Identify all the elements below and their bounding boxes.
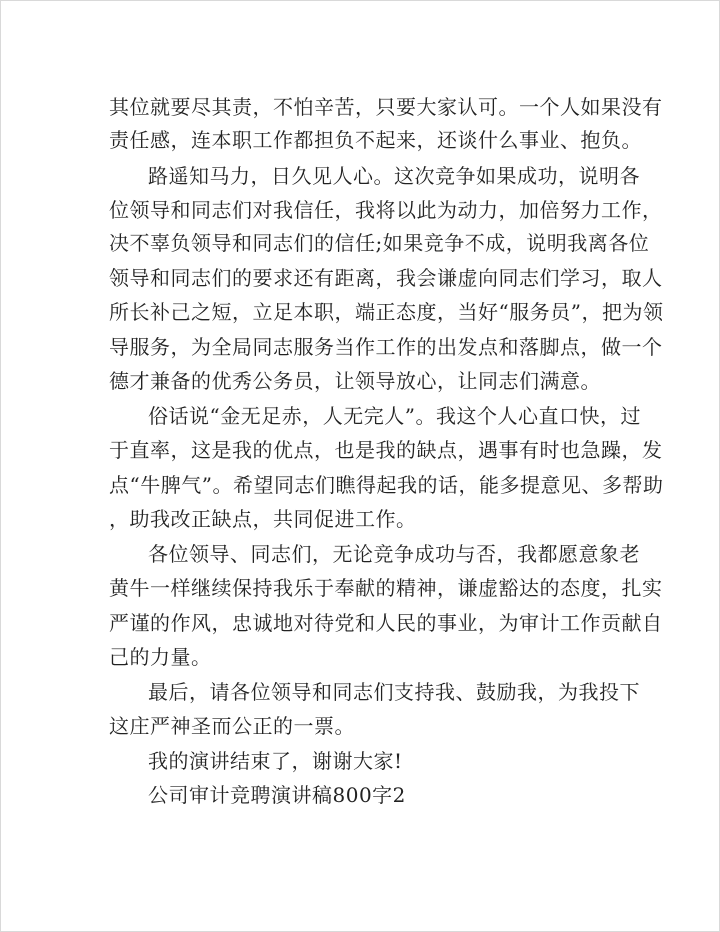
text-line: 决不辜负领导和同志们的信任;如果竞争不成，说明我离各位 (109, 231, 650, 255)
text-line: 己的力量。 (109, 645, 212, 669)
text-line: 这庄严神圣而公正的一票。 (109, 714, 355, 738)
text-line: 黄牛一样继续保持我乐于奉献的精神，谦虚豁达的态度，扎实 (109, 576, 663, 600)
text-line: 严谨的作风，忠诚地对待党和人民的事业，为审计工作贡献自 (109, 611, 663, 635)
paragraph-start-line: 俗话说“金无足赤，人无完人”。我这个人心直口快，过 (148, 404, 641, 428)
paragraph-start-line: 路遥知马力，日久见人心。这次竞争如果成功，说明各 (148, 164, 640, 188)
section-heading: 公司审计竞聘演讲稿800字2 (148, 783, 406, 807)
paragraph-start-line: 最后，请各位领导和同志们支持我、鼓励我，为我投下 (148, 680, 640, 704)
text-line: 所长补己之短，立足本职，端正态度，当好“服务员”，把为领 (109, 300, 664, 324)
paragraph-start-line: 我的演讲结束了，谢谢大家! (148, 749, 403, 773)
text-line: ，助我改正缺点，共同促进工作。 (109, 507, 417, 531)
text-line: 领导和同志们的要求还有距离，我会谦虚向同志们学习，取人 (109, 266, 663, 290)
text-line: 导服务，为全局同志服务当作工作的出发点和落脚点，做一个 (109, 335, 663, 359)
text-line: 于直率，这是我的优点，也是我的缺点，遇事有时也急躁，发 (109, 438, 663, 462)
text-line: 位领导和同志们对我信任，我将以此为动力，加倍努力工作， (109, 198, 663, 222)
text-line: 点“牛脾气”。希望同志们瞧得起我的话，能多提意见、多帮助 (109, 473, 664, 497)
text-line: 德才兼备的优秀公务员，让领导放心，让同志们满意。 (109, 369, 601, 393)
paragraph-start-line: 各位领导、同志们，无论竞争成功与否，我都愿意象老 (148, 542, 640, 566)
text-line: 责任感，连本职工作都担负不起来，还谈什么事业、抱负。 (109, 128, 642, 152)
text-line: 其位就要尽其责，不怕辛苦，只要大家认可。一个人如果没有 (109, 95, 663, 119)
